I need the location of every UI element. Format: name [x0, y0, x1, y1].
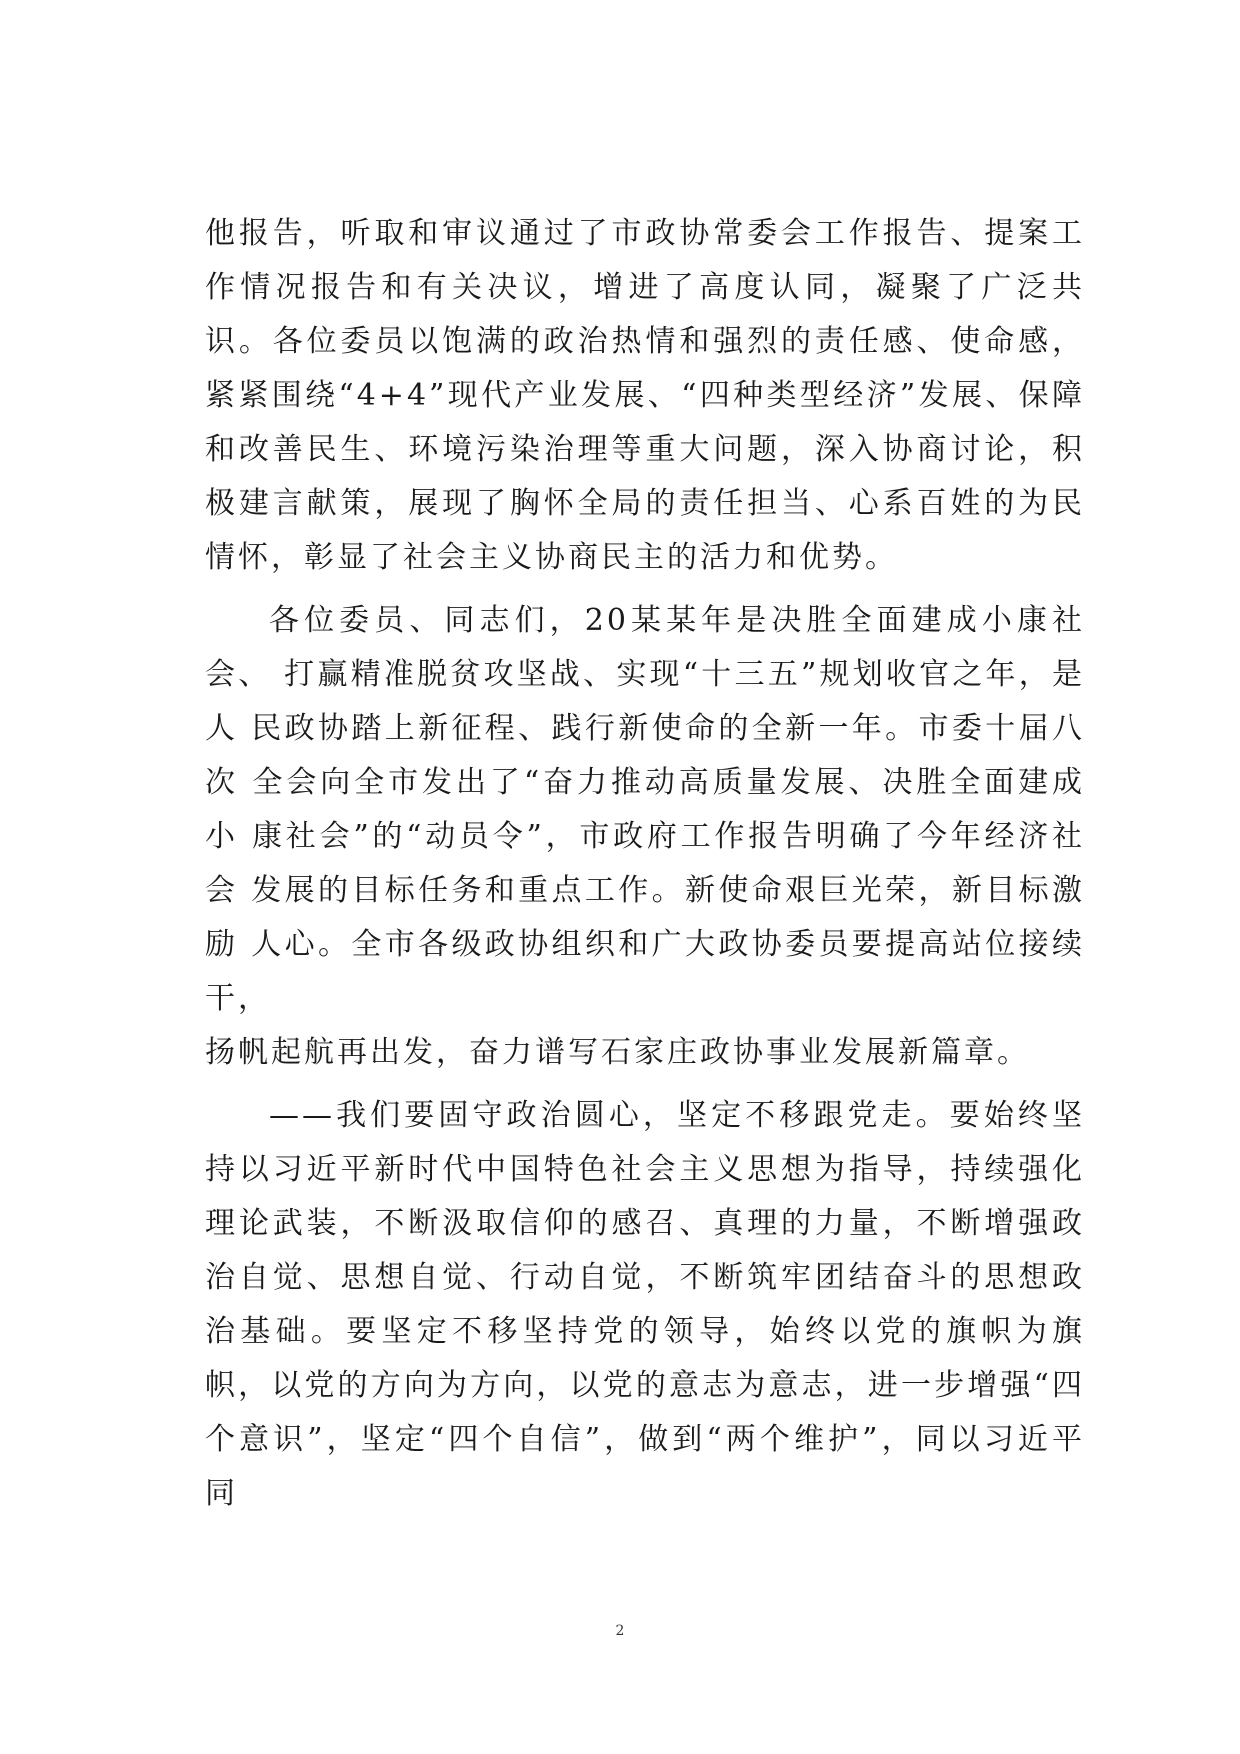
paragraph-2 — [205, 594, 1085, 1080]
paragraph-1: 他报告，听取和审议通过了市政协常委会工作报告、提案工作情况报告和有关决议，增进了高度认同，凝聚了广泛共识。各位委员以饱满的政治热情和强烈的责任感、使命感，紧紧围绕“4+4”现代产业发展、“四种类型经济”发展、保障和改善民生、环境污染治理等重大问题，深入协商讨论，积极建言献策，展现了胸怀全局的责任担当、心系百姓的为民情怀，彰显了社会主义协商民主的活力和优势。 — [205, 216, 1085, 575]
document-body — [205, 207, 1085, 1521]
paragraph-2-continuation: 扬帆起航再出发，奋力谱写石家庄政协事业发展新篇章。 — [205, 1035, 1030, 1070]
paragraph-3: ——我们要固守政治圆心，坚定不移跟党走。要始终坚持以习近平新时代中国特色社会主义思想为指导，持续强化理论武装，不断汲取信仰的感召、真理的力量，不断增强政治自觉、思想自觉、行动自觉，不断筑牢团结奋斗的思想政治基础。要坚定不移坚持党的领导，始终以党的旗帜为旗帜，以党的方向为方向，以党的意志为意志，进一步增强“四个意识”，坚定“四个自信”，做到“两个维护”，同以习近平同 — [205, 1098, 1085, 1511]
page-number: 2 — [615, 1623, 625, 1639]
paragraph-2-text: 各位委员、同志们，20某某年是决胜全面建成小康社会、 打赢精准脱贫攻坚战、实现“十三五”规划收官之年，是人 民政协踏上新征程、践行新使命的全新一年。市委十届八次 全会向全市发出了“奋力推动高质量发展、决胜全面建成小 康社会”的“动员令”，市政府工作报告明确了今年经济社会 发展的目标任务和重点工作。新使命艰巨光荣，新目标激励 人心。全市各级政协组织和广大政协委员要提高站位接续干， — [205, 603, 1085, 1016]
